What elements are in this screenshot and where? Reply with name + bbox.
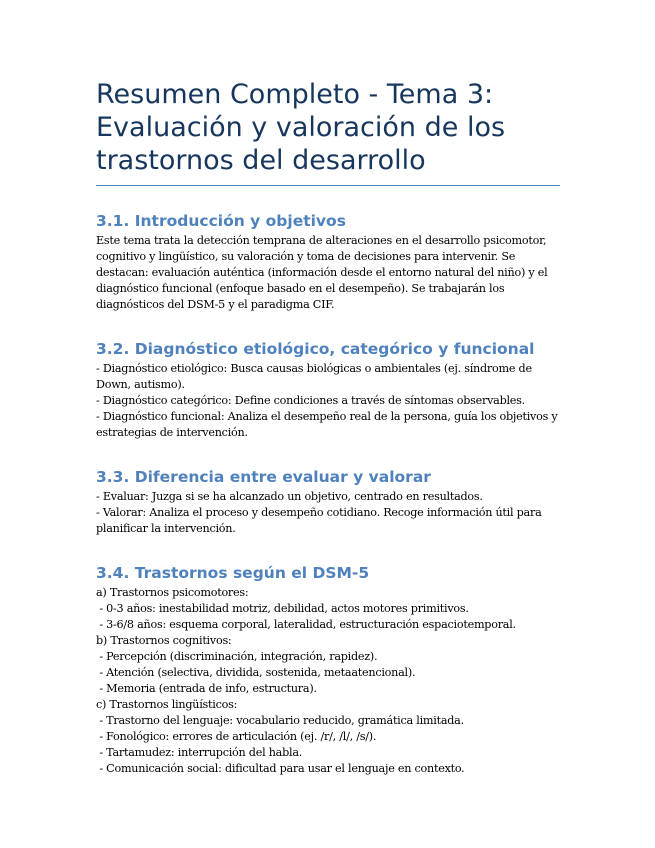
document-page: [96, 78, 560, 777]
list-item: - 0-3 años: inestabilidad motriz, debilidad, actos motores primitivos.: [96, 602, 469, 615]
list-item: - Atención (selectiva, dividida, sostenida, metaatencional).: [96, 666, 416, 679]
list-item: - Diagnóstico etiológico: Busca causas biológicas o ambientales (ej. síndrome de Down, autismo).: [96, 362, 536, 391]
section-evaluar-valorar: [96, 467, 560, 537]
list-item: a) Trastornos psicomotores:: [96, 586, 249, 599]
list-item: c) Trastornos lingüísticos:: [96, 698, 238, 711]
list-item: - 3-6/8 años: esquema corporal, lateralidad, estructuración espaciotemporal.: [96, 618, 516, 631]
section-paragraph: Este tema trata la detección temprana de alteraciones en el desarrollo psicomotor, cognitivo y lingüístico, su valoración y toma de decisiones para intervenir. Se destacan: evaluación auténtica (información desde el entorno natural del niño) y el diagnóstico funcional (enfoque basado en el desempeño). Se trabajarán los diagnósticos del DSM-5 y el paradigma CIF.: [96, 234, 548, 311]
list-item: - Comunicación social: dificultad para usar el lenguaje en contexto.: [96, 762, 465, 775]
page-title: Resumen Completo - Tema 3: Evaluación y valoración de los trastornos del desarrollo: [96, 78, 560, 186]
list-item: - Fonológico: errores de articulación (ej. /r/, /l/, /s/).: [96, 730, 377, 743]
section-trastornos-dsm5: [96, 563, 560, 777]
list-item: - Evaluar: Juzga si se ha alcanzado un objetivo, centrado en resultados.: [96, 490, 483, 503]
section-diagnostico: [96, 339, 560, 441]
list-item: b) Trastornos cognitivos:: [96, 634, 232, 647]
section-heading: 3.2. Diagnóstico etiológico, categórico y funcional: [96, 340, 535, 358]
list-item: - Tartamudez: interrupción del habla.: [96, 746, 303, 759]
section-heading: 3.3. Diferencia entre evaluar y valorar: [96, 468, 431, 486]
section-heading: 3.1. Introducción y objetivos: [96, 212, 346, 230]
section-heading: 3.4. Trastornos según el DSM-5: [96, 564, 370, 582]
list-item: - Memoria (entrada de info, estructura).: [96, 682, 317, 695]
list-item: - Valorar: Analiza el proceso y desempeño cotidiano. Recoge información útil para planificar la intervención.: [96, 506, 545, 535]
list-item: - Trastorno del lenguaje: vocabulario reducido, gramática limitada.: [96, 714, 464, 727]
list-item: - Diagnóstico funcional: Analiza el desempeño real de la persona, guía los objetivos y estrategias de intervención.: [96, 410, 561, 439]
section-introduccion: [96, 211, 560, 313]
list-item: - Diagnóstico categórico: Define condiciones a través de síntomas observables.: [96, 394, 525, 407]
list-item: - Percepción (discriminación, integración, rapidez).: [96, 650, 378, 663]
